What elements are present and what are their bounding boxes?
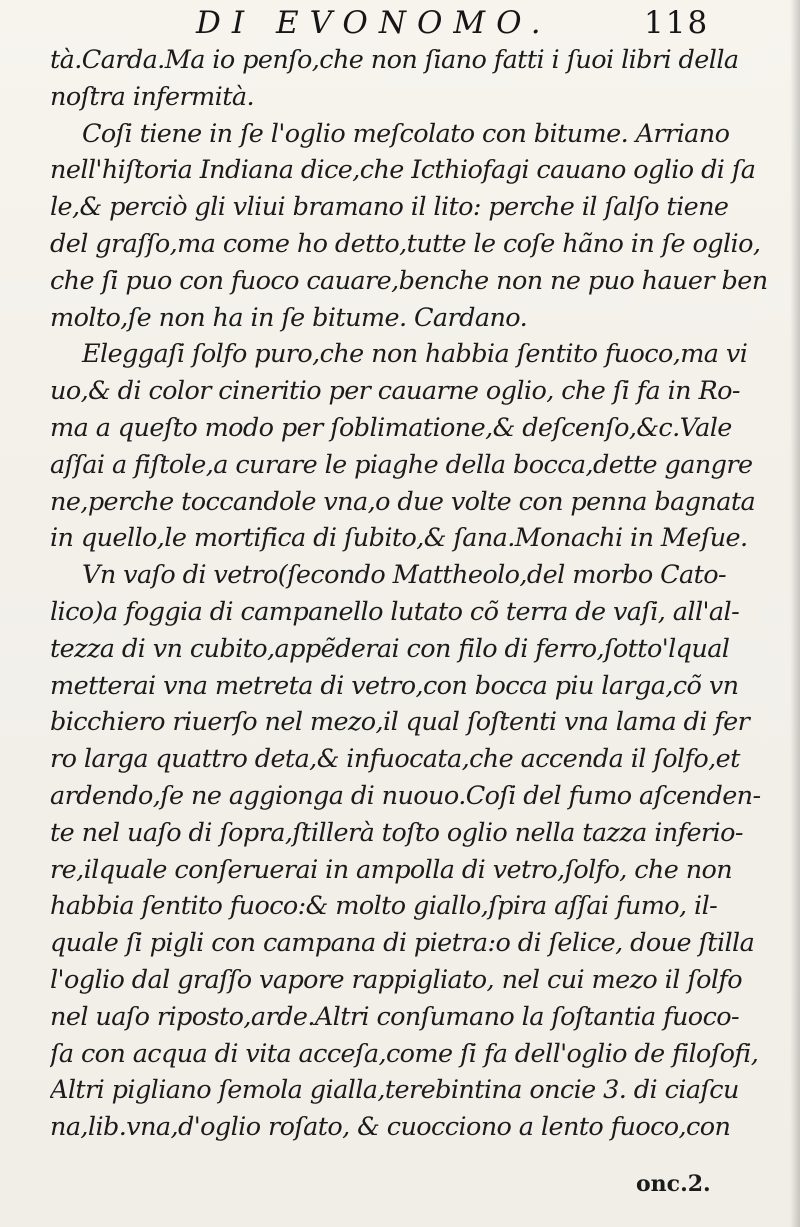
text-line: l'oglio dal graſſo vapore rappigliato, nel cui mezo il ſolfo (50, 964, 743, 995)
running-title: DI EVONOMO. (196, 5, 552, 41)
text-line: noſtra infermità. (50, 81, 254, 112)
paragraph-start-line: Eleggaſi ſolfo puro,che non habbia ſentito fuoco,ma vi (82, 339, 748, 370)
page-edge-shadow (790, 0, 800, 1227)
text-line: nell'hiſtoria Indiana dice,che Icthiofagi cauano oglio di ſa (50, 155, 756, 186)
text-line: ne,perche toccandole vna,o due volte con penna bagnata (50, 486, 756, 517)
text-line: Altri pigliano ſemola gialla,terebintina oncie 3. di ciaſcu (50, 1075, 739, 1106)
page-number: 118 (644, 5, 710, 41)
text-line: le,& perciò gli vliui bramano il lito: perche il ſalſo tiene (50, 192, 729, 223)
text-line: tezza di vn cubito,appẽderai con filo di ferro,ſotto'lqual (50, 633, 730, 664)
paragraph-start-line: Coſi tiene in ſe l'oglio meſcolato con bitume. Arriano (82, 118, 730, 149)
text-line: ma a queſto modo per ſoblimatione,& deſcenſo,&c.Vale (50, 412, 732, 443)
paragraph-start-line: Vn vaſo di vetro(ſecondo Mattheolo,del morbo Cato- (82, 560, 727, 591)
text-line: quale ſi pigli con campana di pietra:o di ſelice, doue ſtilla (50, 928, 755, 959)
text-line: metterai vna metreta di vetro,con bocca piu larga,cõ vn (50, 670, 739, 701)
text-line: uo,& di color cineritio per cauarne oglio, che ſi fa in Ro- (50, 376, 740, 407)
text-line: molto,ſe non ha in ſe bitume. Cardano. (50, 302, 528, 333)
text-line: che ſi puo con fuoco cauare,benche non ne puo hauer ben (50, 265, 768, 296)
text-line: ro larga quattro deta,& infuocata,che accenda il ſolfo,et (50, 744, 740, 775)
catchword: onc.2. (636, 1171, 711, 1197)
page-header (196, 2, 716, 44)
text-line: tà.Carda.Ma io penſo,che non ſiano fatti i ſuoi libri della (50, 45, 739, 75)
text-line: ſa con acqua di vita acceſa,come ſi fa dell'oglio de filoſofi, (50, 1038, 759, 1069)
text-line: del graſſo,ma come ho detto,tutte le coſe hãno in ſe oglio, (50, 228, 761, 259)
text-line: nel uaſo riposto,arde.Altri conſumano la ſoſtantia fuoco- (50, 1001, 740, 1032)
text-line: ardendo,ſe ne aggionga di nuouo.Coſi del fumo aſcenden- (50, 780, 761, 811)
text-line: lico)a foggia di campanello lutato cõ terra de vaſi, all'al- (50, 596, 740, 627)
text-line: in quello,le mortifica di ſubito,& ſana.Monachi in Meſue. (50, 523, 748, 554)
text-line: te nel uaſo di ſopra,ſtillerà toſto oglio nella tazza inferio- (50, 817, 743, 848)
text-line: bicchiero riuerſo nel mezo,il qual ſoſtenti vna lama di fer (50, 707, 750, 738)
body-text (50, 42, 770, 1146)
text-line: re,ilquale conſeruerai in ampolla di vetro,ſolfo, che non (50, 854, 733, 885)
text-line: na,lib.vna,d'oglio roſato, & cuocciono a lento fuoco,con (50, 1112, 731, 1143)
text-line: habbia ſentito fuoco:& molto giallo,ſpira aſſai fumo, il- (50, 891, 718, 922)
text-line: aſſai a fiſtole,a curare le piaghe della bocca,dette gangre (50, 449, 753, 480)
